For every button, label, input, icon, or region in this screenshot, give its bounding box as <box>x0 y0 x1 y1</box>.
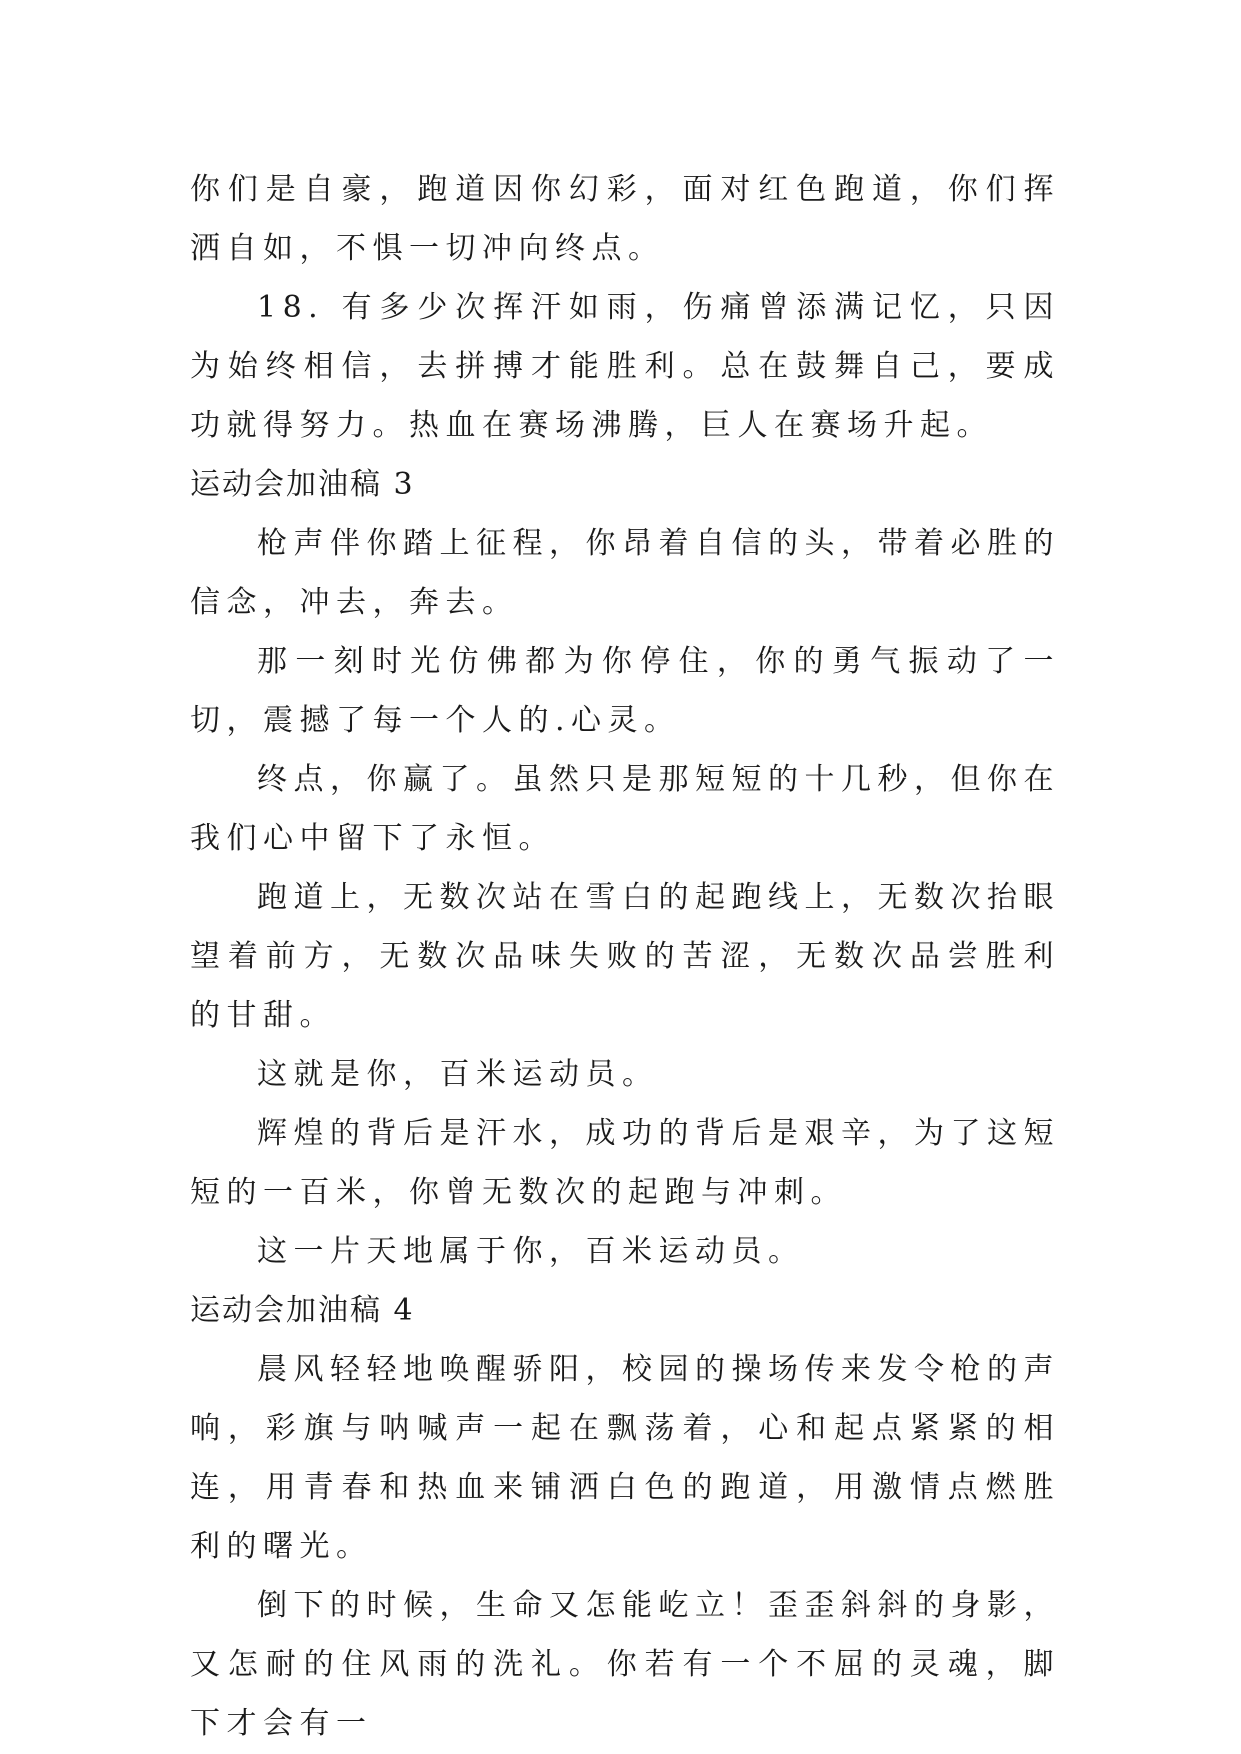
paragraph: 这一片天地属于你，百米运动员。 <box>257 1234 805 1269</box>
paragraph: 跑道上，无数次站在雪白的起跑线上，无数次抬眼望着前方，无数次品味失败的苦涩，无数次品尝胜利的甘甜。 <box>190 880 1060 1033</box>
paragraph: 辉煌的背后是汗水，成功的背后是艰辛，为了这短短的一百米，你曾无数次的起跑与冲刺。 <box>190 1116 1060 1210</box>
paragraph: 枪声伴你踏上征程，你昂着自信的头，带着必胜的信念，冲去，奔去。 <box>190 526 1060 620</box>
section-heading: 运动会加油稿 3 <box>190 467 415 502</box>
paragraph: 晨风轻轻地唤醒骄阳，校园的操场传来发令枪的声响，彩旗与呐喊声一起在飘荡着，心和起点紧紧的相连，用青春和热血来铺洒白色的跑道，用激情点燃胜利的曙光。 <box>190 1352 1060 1564</box>
paragraph: 那一刻时光仿佛都为你停住，你的勇气振动了一切，震撼了每一个人的.心灵。 <box>190 644 1060 738</box>
document-page <box>190 160 1060 1753</box>
paragraph: 倒下的时候，生命又怎能屹立！歪歪斜斜的身影，又怎耐的住风雨的洗礼。你若有一个不屈的灵魂，脚下才会有一 <box>190 1588 1060 1741</box>
section-heading: 运动会加油稿 4 <box>190 1293 415 1328</box>
paragraph: 终点，你赢了。虽然只是那短短的十几秒，但你在我们心中留下了永恒。 <box>190 762 1060 856</box>
paragraph: 18. 有多少次挥汗如雨，伤痛曾添满记忆，只因为始终相信，去拼搏才能胜利。总在鼓舞自己，要成功就得努力。热血在赛场沸腾，巨人在赛场升起。 <box>190 290 1060 443</box>
paragraph: 你们是自豪，跑道因你幻彩，面对红色跑道，你们挥洒自如，不惧一切冲向终点。 <box>190 172 1060 266</box>
paragraph: 这就是你，百米运动员。 <box>257 1057 659 1092</box>
